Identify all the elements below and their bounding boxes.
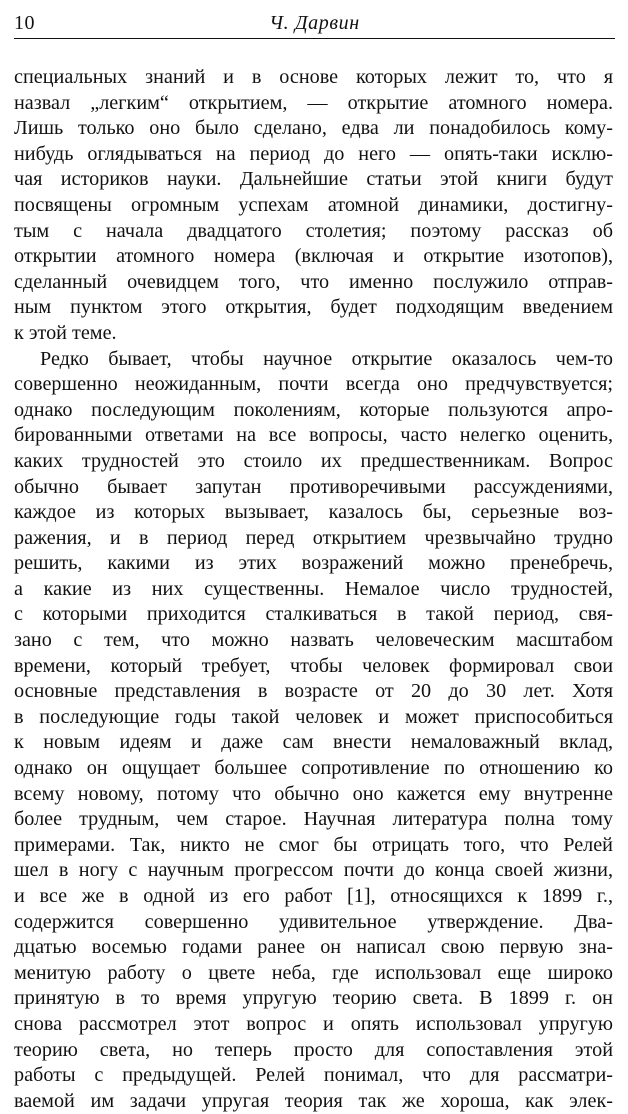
text-line: зано с тем, что можно назвать человеческим масштабом <box>14 629 613 652</box>
text-line: дцатью восемью годами ранее он написал свою первую зна- <box>14 936 613 959</box>
text-line: всему новому, потому что обычно оно кажется ему внутренне <box>14 782 613 805</box>
text-line: тым с начала двадцатого столетия; поэтому рассказ об <box>14 219 613 242</box>
text-line: каких трудностей это стоило их предшественникам. Вопрос <box>14 449 613 472</box>
text-line: и все же в одной из его работ [1], относящихся к 1899 г., <box>14 885 613 907</box>
page-number: 10 <box>14 12 35 34</box>
text-line: менитую работу о цвете неба, где использовал еще широко <box>14 961 613 984</box>
text-line: теорию света, но теперь просто для сопоставления этой <box>14 1038 613 1061</box>
text-line: примерами. Так, никто не смог бы отрицать того, что Релей <box>14 833 613 856</box>
text-line: ваемой им задачи упругая теория так же хороша, как элек- <box>14 1089 613 1112</box>
text-line: бированными ответами на все вопросы, часто нелегко оценить, <box>14 424 613 447</box>
text-line: обычно бывает запутан противоречивыми рассуждениями, <box>14 475 613 498</box>
text-line: в последующие годы такой человек и может приспособиться <box>14 705 613 728</box>
body-text <box>14 65 613 1114</box>
text-line: Редко бывает, чтобы научное открытие оказалось чем-то <box>40 347 613 370</box>
page-header <box>14 8 615 39</box>
text-line: каждое из которых вызывает, казалось бы, серьезные воз- <box>14 501 613 524</box>
text-line: с которыми приходится сталкиваться в такой период, свя- <box>14 603 613 626</box>
text-line: однако последующим поколениям, которые пользуются апро- <box>14 398 613 421</box>
text-line: открытии атомного номера (включая и открытие изотопов), <box>14 245 613 268</box>
text-line: шел в ногу с научным прогрессом почти до конца своей жизни, <box>14 859 613 882</box>
text-line: назвал „легким“ открытием, — открытие атомного номера. <box>14 91 613 114</box>
running-head-author: Ч. Дарвин <box>269 12 360 34</box>
text-line: работы с предыдущей. Релей понимал, что для рассматри- <box>14 1064 613 1087</box>
text-line: посвящены огромным успехам атомной динамики, достигну- <box>14 193 613 216</box>
text-line: однако он ощущает большее сопротивление по отношению ко <box>14 757 613 780</box>
text-line: к этой теме. <box>14 321 117 344</box>
text-line: снова рассмотрел этот вопрос и опять использовал упругую <box>14 1012 613 1035</box>
text-line: времени, который требует, чтобы человек формировал свои <box>14 654 613 677</box>
text-line: специальных знаний и в основе которых лежит то, что я <box>14 66 613 88</box>
text-line: содержится совершенно удивительное утверждение. Два- <box>14 910 613 933</box>
text-line: решить, какими из этих возражений можно пренебречь, <box>14 552 613 575</box>
text-line: более трудным, чем старое. Научная литература полна тому <box>14 808 613 831</box>
paragraph <box>14 65 613 347</box>
text-line: совершенно неожиданным, почти всегда оно предчувствуется; <box>14 373 613 396</box>
text-line: к новым идеям и даже сам внести немаловажный вклад, <box>14 731 613 754</box>
text-line: основные представления в возрасте от 20 до 30 лет. Хотя <box>14 680 613 703</box>
text-line: ражения, и в период перед открытием чрезвычайно трудно <box>14 526 613 549</box>
paragraph <box>14 347 613 1114</box>
text-line: принятую в то время упругую теорию света. В 1899 г. он <box>14 987 613 1010</box>
text-line: ным пунктом этого открытия, будет подходящим введением <box>14 296 613 319</box>
text-line: сделанный очевидцем того, что именно послужило отправ- <box>14 270 613 293</box>
text-line: Лишь только оно было сделано, едва ли понадобилось кому- <box>14 117 613 140</box>
text-line: нибудь оглядываться на период до него — опять-таки исклю- <box>14 142 613 165</box>
text-line: а какие из них существенны. Немалое число трудностей, <box>14 577 613 600</box>
text-line: чая историков науки. Дальнейшие статьи этой книги будут <box>14 168 613 191</box>
